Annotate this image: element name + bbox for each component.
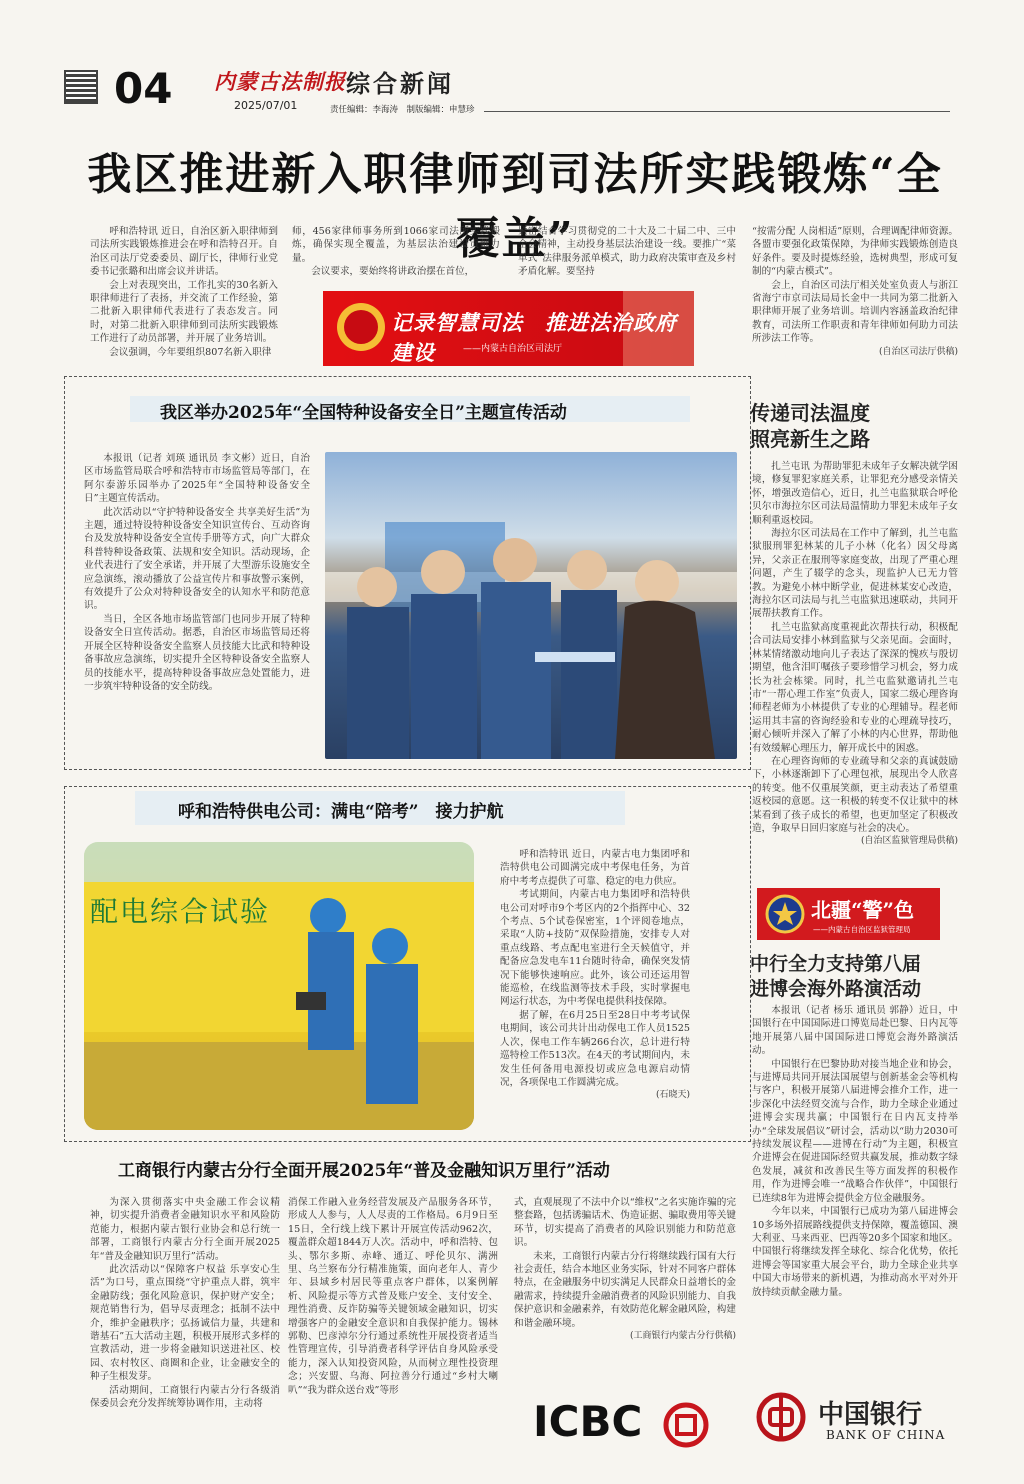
special-equipment-title: 我区举办2025年“全国特种设备安全日”主题宣传活动 xyxy=(160,403,567,423)
judicial-warmth-title: 传递司法温度 照亮新生之路 xyxy=(750,401,870,451)
power-supply-text: 呼和浩特讯 近日，内蒙古电力集团呼和浩特供电公司圆满完成中考保电任务，为首府中考考点提供了可靠、稳定的电力供应。 考试期间，内蒙古电力集团呼和浩特供电公司对呼市9个考区内的2个指挥中心、32个考点、5个试卷保密室，1个评阅卷地点，采取“人防+技防”双保险措施，安排专人对重点线路、考点配电室进行全天候值守，并配备应急发电车11台随时待命，确保突发情况下能够快速响应。此外，该公司还运用智能巡检，在线监测等技术手段，实时掌握电网运行状态，为中考保电提供科技保障。 据了解，在6月25日至28日中考考试保电期间，该公司共计出动保电工作人员1525人次，保电工作车辆266台次，总计进行特巡特检工作513次。在4天的考试期间内，未发生任何备用电源投切或应急电源启动情况，各项保电工作圆满完成。 (石晓天) xyxy=(500,849,690,1101)
icbc-story-col3: 式，直观展现了不法中介以“维权”之名实施诈骗的完整套路，包括诱骗话术、伪造证据、骗取费用等关键环节，切实提高了消费者的风险识别能力和防范意识。 未来，工商银行内蒙古分行将继续践行国有大行社会责任，结合本地区业务实际，针对不同客户群体特点，在金融服务中切实满足人民群众日益增长的金融需求，持续提升金融消费者的风险识别能力、自我保护意识和金融素养，有效防范化解金融风险，构建和谐金融环境。 (工商银行内蒙古分行供稿) xyxy=(514,1197,736,1342)
icbc-story-col2: 消保工作融入业务经营发展及产品服务各环节，形成人人参与，人人尽责的工作格局。6月9日至15日，全行线上线下累计开展宣传活动962次，覆盖群众超1844万人次。活动中，呼和浩特、包头、鄂尔多斯、赤峰、通辽、呼伦贝尔、满洲里、乌兰察布分行精准施策，面向老年人、青少年、县域乡村居民等重点客户群体，以案例解析、风险提示等方式普及账户安全、支付安全、理性消费、反诈防骗等关键领域金融知识，切实增强客户的金融安全意识和自我保护能力。锡林郭勒、巴彦淖尔分行通过系统性开展投资者适当性管理宣传，引导消费者科学评估自身风险承受能力，深入认知投资风险，从而树立理性投资理念；兴安盟、乌海、阿拉善分行通过“乡村大喇叭”“我为群众送台戏”等形 xyxy=(288,1197,498,1396)
ad-sponsor: ——内蒙古自治区司法厅 xyxy=(463,344,563,354)
icbc-logo: ICBC xyxy=(533,1397,709,1448)
main-story-col4: “按需分配 人岗相适”原则，合理调配律师资源。各盟市要强化政策保障，为律师实践锻炼创造良好条件。要及时提炼经验，选树典型，形成可复制的“内蒙古模式”。 会上，自治区司法厅相关处室负责人与浙江省海宁市京司法局局长金中一共同为第二批新入职律师开展了业务培训。培训内容涵盖政治纪律教育，司法所工作职责和青年律师如何助力司法所涉法工作等。 (自治区司法厅供稿) xyxy=(752,226,958,357)
main-story-col2: 师，456家律师事务所到1066家司法所实践锻炼，确保实现全覆盖，为基层法治建设贡献力量。 会议要求，要始终将讲政治摆在首位， xyxy=(292,226,500,278)
police-badge-banner xyxy=(757,888,940,940)
police-emblem-icon xyxy=(765,892,805,936)
officials-photo-illustration xyxy=(325,452,737,759)
icbc-story-title: 工商银行内蒙古分行全面开展2025年“普及金融知识万里行”活动 xyxy=(118,1161,610,1181)
boc-story-title: 中行全力支持第八届 进博会海外路演活动 xyxy=(750,953,922,1000)
event-photo xyxy=(325,452,737,759)
main-story-col1: 呼和浩特讯 近日，自治区新入职律师到司法所实践锻炼推进会在呼和浩特召开。自治区司法厅党委委员、副厅长，律师行业党委书记张璐和出席会议并讲话。 会上对表现突出，工作扎实的30名新入职律师进行了表扬，并交流了工作经验，第二批新入职律师代表进行了表态发言。同时，对第二批新入职律师到司法所实践锻炼工作进行了动员部署，并开展了业务培训。 会议强调，今年要组织807名新入职律 xyxy=(90,226,278,358)
boc-emblem-icon xyxy=(756,1392,806,1442)
issue-date: 2025/07/01 xyxy=(234,99,298,112)
ad-slogan: 记录智慧司法 推进法治政府建设 xyxy=(391,310,677,365)
power-crew-photo xyxy=(84,842,474,1130)
boc-name-en: BANK OF CHINA xyxy=(826,1428,946,1442)
main-story-col3: 紧密结合学习贯彻党的二十大及二十届二中、三中全会精神，主动投身基层法治建设一线。要推广“菜单式”法律服务派单模式，助力政府决策审查及乡村矛盾化解。要坚持 xyxy=(518,226,736,278)
boc-name-cn: 中国银行 xyxy=(818,1400,923,1430)
boc-story-text: 本报讯（记者 杨乐 通讯员 郭静）近日，中国银行在中国国际进口博览局赴巴黎、日内瓦等地开展第八届中国国际进口博览会海外路演活动。 中国银行在巴黎协助对接当地企业和协会，与进博局共同开展法国展望与创新基金会等机构与客户，积极开展第八届进博会推介工作，进一步深化中法经贸交流与合作，助力全球企业通过进博会实现共赢；中国银行在日内瓦支持举办“全球发展倡议”研讨会，活动以“助力2030可持续发展议程——进博在行动”为主题，积极宣介进博会在促进国际经贸共赢发展，推动数字绿色发展，减贫和改善民生等方面发挥的积极作用，作为进博会唯一“战略合作伙伴”，中国银行已连续8年为进博会提供金方位金融服务。 今年以来，中国银行已成功为第八届进博会10多场外招展路线提供支持保障，覆盖德国、澳大利亚、马来西亚、巴西等20多个国家和地区。中国银行将继续发挥全球化、综合化优势，依托进博会等国家重大展会平台，助力全球企业共享中国大市场带来的新机遇，为推动高水平对外开放持续贡献金融力量。 xyxy=(752,1005,958,1298)
masthead-logo: 内蒙古法制报 xyxy=(214,69,346,94)
special-equipment-text: 本报讯（记者 刘瑛 通讯员 李文彬）近日，自治区市场监管局联合呼和浩特市市场监管局等部门，在阿尔泰游乐园举办了2025年“全国特种设备安全日”主题宣传活动。 此次活动以“守护特种设备安全 共享美好生活”为主题，通过特设特种设备安全知识宣传台、互动咨询台及发放特种设备安全宣传手册等方式，向广大群众科普特种设备政策、法规和安全知识。活动现场，企业代表进行了安全承诺，并开展了大型游乐设施安全应急演练，滚动播放了公益宣传片和事故警示案例，有效提升了公众对特种设备安全的认知水平和防范意识。 当日，全区各地市场监管部门也同步开展了特种设备安全日宣传活动。据悉，自治区市场监管局还将开展全区特种设备安全监察人员技能大比武和特种设备事故应急演练，切实提升全区特种设备安全监察人员的技能水平，提高特种设备事故应急处置能力，进一步筑牢特种设备的安全防线。 xyxy=(84,453,310,692)
icbc-story-col1: 为深入贯彻落实中央金融工作会议精神，切实提升消费者金融知识水平和风险防范能力，根据内蒙古银行业协会和总行统一部署，工商银行内蒙古分行全面开展2025年“普及金融知识万里行”活动。 此次活动以“保障客户权益 乐享安心生活”为口号，重点围绕“守护重点人群，筑牢金融防线；强化风险意识，保护财产安全；规范销售行为，倡导尽责理念；抵制不法中介，维护金融秩序；弘扬诚信力量，共建和谐基石”五大活动主题，积极开展形式多样的宣教活动，进一步将金融知识送进社区、校园、农村牧区、商圈和企业，让金融安全的种子生根发芽。 活动期间，工商银行内蒙古分行各级消保委员会充分发挥统筹协调作用，主动将 xyxy=(90,1197,280,1410)
judicial-warmth-text: 扎兰屯讯 为帮助罪犯未成年子女解决就学困境，修复罪犯家庭关系，让罪犯充分感受亲情关怀，增强改造信心，近日，扎兰屯监狱联合呼伦贝尔市海拉尔区司法局温情助力罪犯未成年子女顺利重返校园。 海拉尔区司法局在工作中了解到，扎兰屯监狱服刑罪犯林某的儿子小林（化名）因父母离异，父亲正在服刑等家庭变故，出现了严重心理问题，产生了辍学的念头，现监护人已无力管教。为避免小林中断学业，促进林某安心改造，海拉尔区司法局与扎兰屯监狱迅速联动，共同开展帮扶教育工作。 扎兰屯监狱高度重视此次帮扶行动，积极配合司法局安排小林到监狱与父亲见面。会面时，林某情绪激动地向儿子表达了深深的愧疚与殷切期望，他含泪叮嘱孩子要珍惜学习机会，努力成长为社会栋梁。同时，扎兰屯监狱邀请扎兰屯市“一帮心理工作室”负责人，国家二级心理咨询师程老师为小林提供了专业的心理辅导。程老师运用其丰富的咨询经验和专业的心理疏导技巧，耐心倾听并深入了解了小林的内心世界，帮助他有效缓解心理压力，解开成长中的困惑。 在心理咨询师的专业疏导和父亲的真诚鼓励下，小林逐渐卸下了心理包袱，展现出令人欣喜的转变。他不仅重展笑颜，更主动表达了希望重返校园的意愿。这一积极的转变不仅让狱中的林某看到了孩子成长的希望，也更加坚定了积极改造，争取早日回归家庭与社会的决心。 (自治区监狱管理局供稿) xyxy=(752,461,958,847)
main-headline: 我区推进新入职律师到司法所实践锻炼“全覆盖” xyxy=(87,149,943,264)
page-number: 04 xyxy=(114,64,173,113)
header-rule xyxy=(484,111,950,112)
editor-credits: 责任编辑：李海涛 制版编辑：申慧珍 xyxy=(330,105,475,115)
police-badge-title: 北疆“警”色 xyxy=(811,898,915,922)
icbc-emblem-icon xyxy=(663,1402,709,1448)
section-title: 综合新闻 xyxy=(346,69,454,98)
vehicle-sign: 配电综合试验 xyxy=(90,895,271,928)
police-badge-subtitle: ——内蒙古自治区监狱管理局 xyxy=(813,925,911,934)
justice-ad-banner xyxy=(323,291,694,366)
power-supply-title: 呼和浩特供电公司：满电“陪考” 接力护航 xyxy=(178,802,504,822)
workers-photo-illustration xyxy=(84,842,474,1130)
qr-code-icon xyxy=(64,70,98,104)
